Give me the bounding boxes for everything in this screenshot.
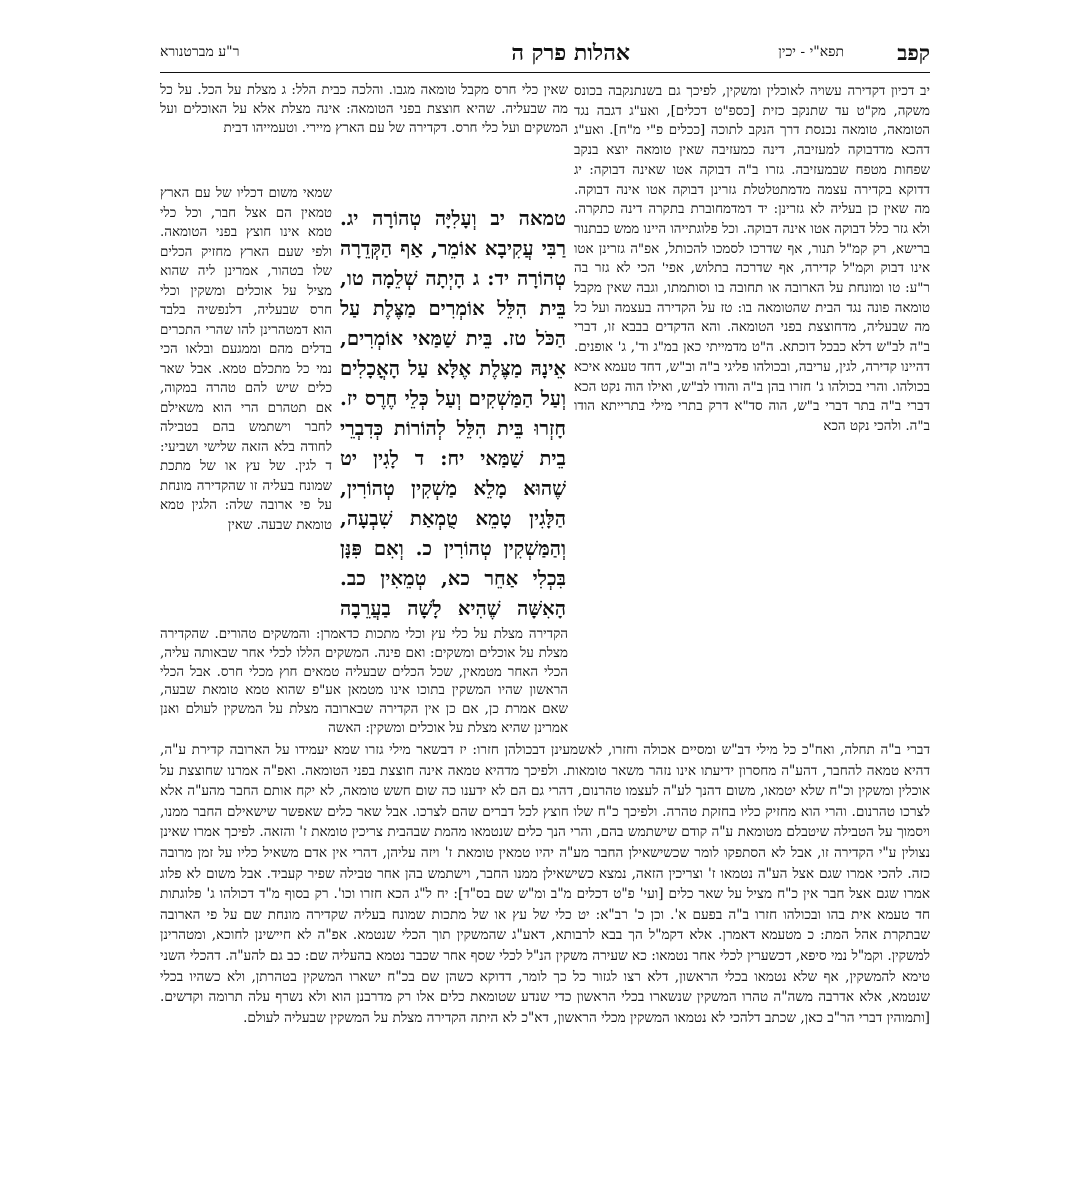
commentary-name-bartenura: ר"ע מברטנורא: [160, 44, 240, 60]
mishnah-text-block: [340, 184, 566, 624]
mishnah-text: טמאה יב וְעָלִיָּה טְהוֹרָה יג. רַבִּי עֲקִיבָא אוֹמֵר, אַף הַקְּדֵרָה טְהוֹרָה יד: ג הָיְתָה שְׁלֵמָה טו, בֵּית הִלֵּל אוֹמְרִים מַצֶּלֶת עַל הַכֹּל טז. בֵּית שַׁמַּאי אוֹמְרִים, אֵינָהּ מַצֶּלֶת אֶלָּא עַל הָאֳכָלִים וְעַל הַמַּשְׁקִים וְעַל כְּלֵי חֶרֶס יז. חָזְרוּ בֵּית הִלֵּל לְהוֹרוֹת כְּדִבְרֵי בֵית שַׁמַּאי יח: ד לָגִין יט שֶׁהוּא מָלֵא מַשְׁקִין טְהוֹרִין, הַלָּגִין טָמֵא טֻמְאַת שִׁבְעָה, וְהַמַּשְׁקִין טְהוֹרִין כ. וְאִם פִּנָּן בִּכְלִי אַחֵר כא, טְמֵאִין כב. הָאִשָּׁה שֶׁהִיא לָשָׁה בַעֲרֵבָה: [340, 206, 566, 620]
commentary-text: יב דכיון דקדירה עשויה לאוכלין ומשקין, לפיכך גם בשנתנקבה בכונס משקה, מק"ט עד שתנקב כזית [כספ"ט דכלים], ואע"ג דגבה נגד הטומאה, טומאה נכנסת דרך הנקב לתוכה [ככלים פ"י מ"ח]. ואע"ג דהכא מדדבוקה למעזיבה, דינה כמעזיבה שאין טומאה יוצא בנקב שפחות מטפח שבמעזיבה. גזרו ב"ה דבוקה אטו שאינה דבוקה: יג דדוקא בקדירה עצמה מדמתטלטלת גזרינן דבוקה אטו אינה דבוקה. מה שאין כן בעליה לא גזרינן: יד דמדמחוברת בתקרה דינה כתקרה. ולא גזר כלל דבוקה אטו אינה דבוקה. וכל פלוגתייהו היינו ממש כבתנור ברישא, רק קמ"ל תנור, אף שדרכו לסמכו להכותל, אפ"ה גזרינן אטו אינו דבוק וקמ"ל קדירה, אף שדרכה בתלוש, אפי' הכי לא גזר בה ר"ע: טו ומונחת על הארובה או תחובה בו וסותמתו, וגבה שאין מקבל טומאה פונה נגד הבית שהטומאה בו: טז על הקדירה בעצמה ועל כל מה שבעליה, מדחוצצת בפני הטומאה. והא הדקדים בבבא זו, דברי ב"ה לב"ש דלא כבכל דוכתא. ה"ט מדמייתי כאן במ"ג וד', ג' אופנים. דהיינו קדירה, לגין, עריבה, ובכולהו פליגי ב"ה וב"ש, דחד טעמא איכא בכולהו. והרי בכולהו ג' חזרו בהן ב"ה והודו לב"ש, ואילו הוה נקט הכא דברי ב"ה בתר דברי ב"ש, הוה סד"א דרק בתרי מילי בתרייתא הודו ב"ה. ולהכי נקט הכא: [574, 84, 930, 434]
page: [160, 38, 930, 1158]
commentary-text: שאין כלי חרס מקבל טומאה מגבו. והלכה כבית הלל: ג מצלת על הכל. על כל מה שבעליה. שהיא חוצצת בפני הטומאה: אינה מצלת אלא על האוכלים ועל המשקים ועל כלי חרס. דקדירה של עם הארץ מיירי. וטעמייהו דבית: [160, 83, 568, 136]
header-rule: [160, 72, 930, 73]
commentary-text: הקדירה מצלת על כלי עץ וכלי מתכות כדאמרן: והמשקים טהורים. שהקדירה מצלת על אוכלים ומשקים: ואם פינה. המשקים הללו לכלי אחר שבאותה עליה, הכלי האחר מטמאין, שכל הכלים שבעליה טמאים חוץ מכלי חרס. אבל הכלי הראשון שהיו המשקין בתוכו אינו מטמאן אע"פ שהוא טמא טומאת שבעה, שאם אמרת כן, אם כן אין הקדירה שבארובה מצלת על המשקין לעולם ואנן אמרינן שהיא מצלת על אוכלים ומשקין: האשה: [160, 627, 568, 736]
page-number: קפב: [897, 40, 930, 65]
commentary-text: דברי ב"ה תחלה, ואח"כ כל מילי דב"ש ומסיים אכולה וחזרו, לאשמעינן דבכולהן חזרו: יז דבשאר מילי גזרו שמא יעמידו על הארובה קדירת ע"ה, דהיא טמאה להחבר, דהע"ה מחסרון ידיעתו אינו נזהר משאר טומאות. ולפיכך מדהיא טמאה אינה חוצצת בפני הטומאה. ואפ"ה אמרנו שחוצצת על אוכלין ומשקין וכ"ח שלא יטמאו, משום דהנך לע"ה לעצמו טהרנום, דהרי גם הם לא ידענו כה שום חשש טומאה, לא יקח אותם החבר מהע"ה אלא לצרכו טהרנום. והרי הוא מחזיק כליו בחזקת טהרה. ולפיכך כ"ח שלו חוצץ לכל דברים שהם לצרכו. אבל שאר כלים שאפשר שישאילם החבר ממנו, ויסמוך על הטבילה שיטבלם מטומאת ע"ה קודם שישתמש בהם, והרי הנך כלים שנטמאו מהמת שבהבית צריכין טומאת ז' והזאה. לפיכך אמרו שאינן נצולין ע"י הקדירה זו, אבל לא הסתפקו לומר שכשישאילן החבר מע"ה יהיו טמאין טומאת ז' ויזה עליהן, דהרי אין אדם משאיל כליו על זמן מרובה כזה. להכי אמרו שגם אצל הע"ה נטמאו ז' וצריכין הזאה, נמצא כשישאילן ממנו החבר, וישתמש בהן אחר טבילה שפיר קעביד. אבל משום לא פלוג אמרו שגם אצל חבר אין כ"ח מציל על שאר כלים [ועי' פ"ט דכלים מ"ב ומ"ש שם בס"ד]: יח ל"ג הכא חזרו וכו'. רק בסוף מ"ד דכולהו ג' פלוגתות חד טעמא אית בהו ובכולהו חזרו ב"ה בפעם א'. וכן כ' רב"א: יט כלי של עץ או של מתכות שמונח בעליה שקדירה מונחת שם על פי הארובה שבתקרת אהל המת: כ מטעמא דאמרן. אלא דקמ"ל הך בבא לרבותא, דאע"ג שהמשקין תוך הכלי שנטמא. אפ"ה לא חיישינן לחוכא, ומטהרינן למשקין. וקמ"ל נמי סיפא, דכשערין לכלי אחר נטמאו: כא שעירה משקין הנ"ל לכלי שסף אחר שכבר נטמא בהעליה שם: כב גם להע"ה. דהכלי השני טימא להמשקין, אף שלא נטמאו בכלי הראשון, דלא רצו לגזור כל כך לומר, דדוקא כשהן שם בכ"ח ישארו המשקין בטהרתן, ולא כשהיו בכלי שנטמא, אלא אדרבה משה"ה טהרו המשקין שנשארו בכלי הראשון כדי שנדע שטומאת כלים אלו רק מדרבנן הוא ולא נשרף עלה תרומה וקדשים. [ותמוהין דברי הר"ב כאן, שכתב דלהכי לא נטמאו המשקין מכלי הראשון, דא"כ לא היתה הקדירה מצלת על המשקין שבעליה לעולם.: [160, 742, 930, 1026]
bartenura-commentary-top: [160, 82, 568, 178]
page-header: [160, 38, 930, 72]
tiferet-commentary-column: [574, 82, 930, 610]
commentary-text: שמאי משום דכליו של עם הארץ טמאין הם אצל חבר, וכל כלי טמא אינו חוצץ בפני הטומאה. ולפי שעם הארץ מחזיק הכלים שלו בטהור, אמרינן ליה שהוא מציל על אוכלים ומשקין וכלי חרס שבעליה, דלנפשיה בלבד הוא דמטהרינן להו שהרי התכרים בדלים מהם וממגעם ובלאו הכי נמי כל מתכלם טמא. אבל שאר כלים שיש להם טהרה במקוה, אם תטהרם הרי הוא משאילם לחבר וישתמש בהם בטבילה לחודה בלא הזאה שלישי ושביעי: ד לגין. של עץ או של מתכת שמונח בעליה זו שהקדירה מונחת על פי ארובה שלה: הלגין טמא טומאת שבעה. שאין: [160, 186, 332, 533]
tractate-chapter-title: אהלות פרק ה: [511, 40, 630, 66]
bartenura-commentary-bottom: [160, 626, 568, 738]
full-width-commentary: [160, 740, 930, 1155]
commentary-name-tiferet: תפא"י - יכין: [778, 44, 844, 60]
bartenura-commentary-middle: [160, 184, 332, 624]
